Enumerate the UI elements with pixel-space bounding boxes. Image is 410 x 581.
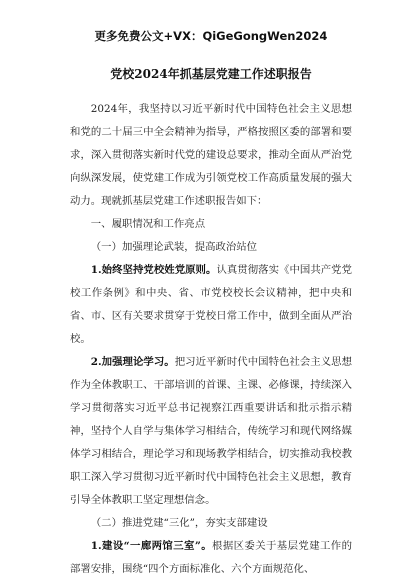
- item-3-lead: 1.建设“一廊两馆三室”。: [90, 540, 213, 552]
- section-heading-1: 一、履职情况和工作亮点: [90, 218, 206, 230]
- item-1-body: 认真贯彻落实《中国共产党党校工作条例》和中央、省、市党校校长会议精神，把中央和省、市、区有关要求贯穿于党校日常工作中，做到全面从严治校。: [70, 264, 352, 345]
- subsection-heading-1: （一）加强理论武装，提高政治站位: [90, 241, 258, 253]
- item-1-lead: 1.始终坚持党校姓党原则。: [90, 264, 217, 276]
- item-3-body: 根据区委关于基层党建工作的部署安排，围绕“四个方面标准化、六个方面规范化、: [70, 540, 352, 575]
- document-title: 党校2024年抓基层党建工作述职报告: [110, 67, 312, 81]
- intro-paragraph: 2024年，我坚持以习近平新时代中国特色社会主义思想和党的二十届三中全会精神为指导，严格按照区委的部署和要求，深入贯彻落实新时代党的建设总要求，推动全面从严治党向纵深发展，使党建工作成为引领党校工作高质量发展的强大动力。现就抓基层党建工作述职报告如下：: [70, 103, 352, 207]
- subsection-heading-2: （二）推进党建“三化”，夯实支部建设: [90, 517, 268, 529]
- item-2-lead: 2.加强理论学习。: [90, 356, 175, 368]
- item-2-paragraph: [70, 351, 352, 512]
- item-3-paragraph: [70, 535, 352, 581]
- item-1-paragraph: [70, 259, 352, 351]
- item-2-body: 把习近平新时代中国特色社会主义思想作为全体教职工、干部培训的首课、主课、必修课，持续深入学习贯彻落实习近平总书记视察江西重要讲话和批示指示精神，坚持个人自学与集体学习相结合，传统学习和现代网络媒体学习相结合，理论学习和现场教学相结合，切实推动我校教职工深入学习贯彻习近平新时代中国特色社会主义思想，教育引导全体教职工坚定理想信念。: [70, 356, 352, 506]
- watermark-banner: 更多免费公文+VX：QiGeGongWen2024: [94, 29, 328, 43]
